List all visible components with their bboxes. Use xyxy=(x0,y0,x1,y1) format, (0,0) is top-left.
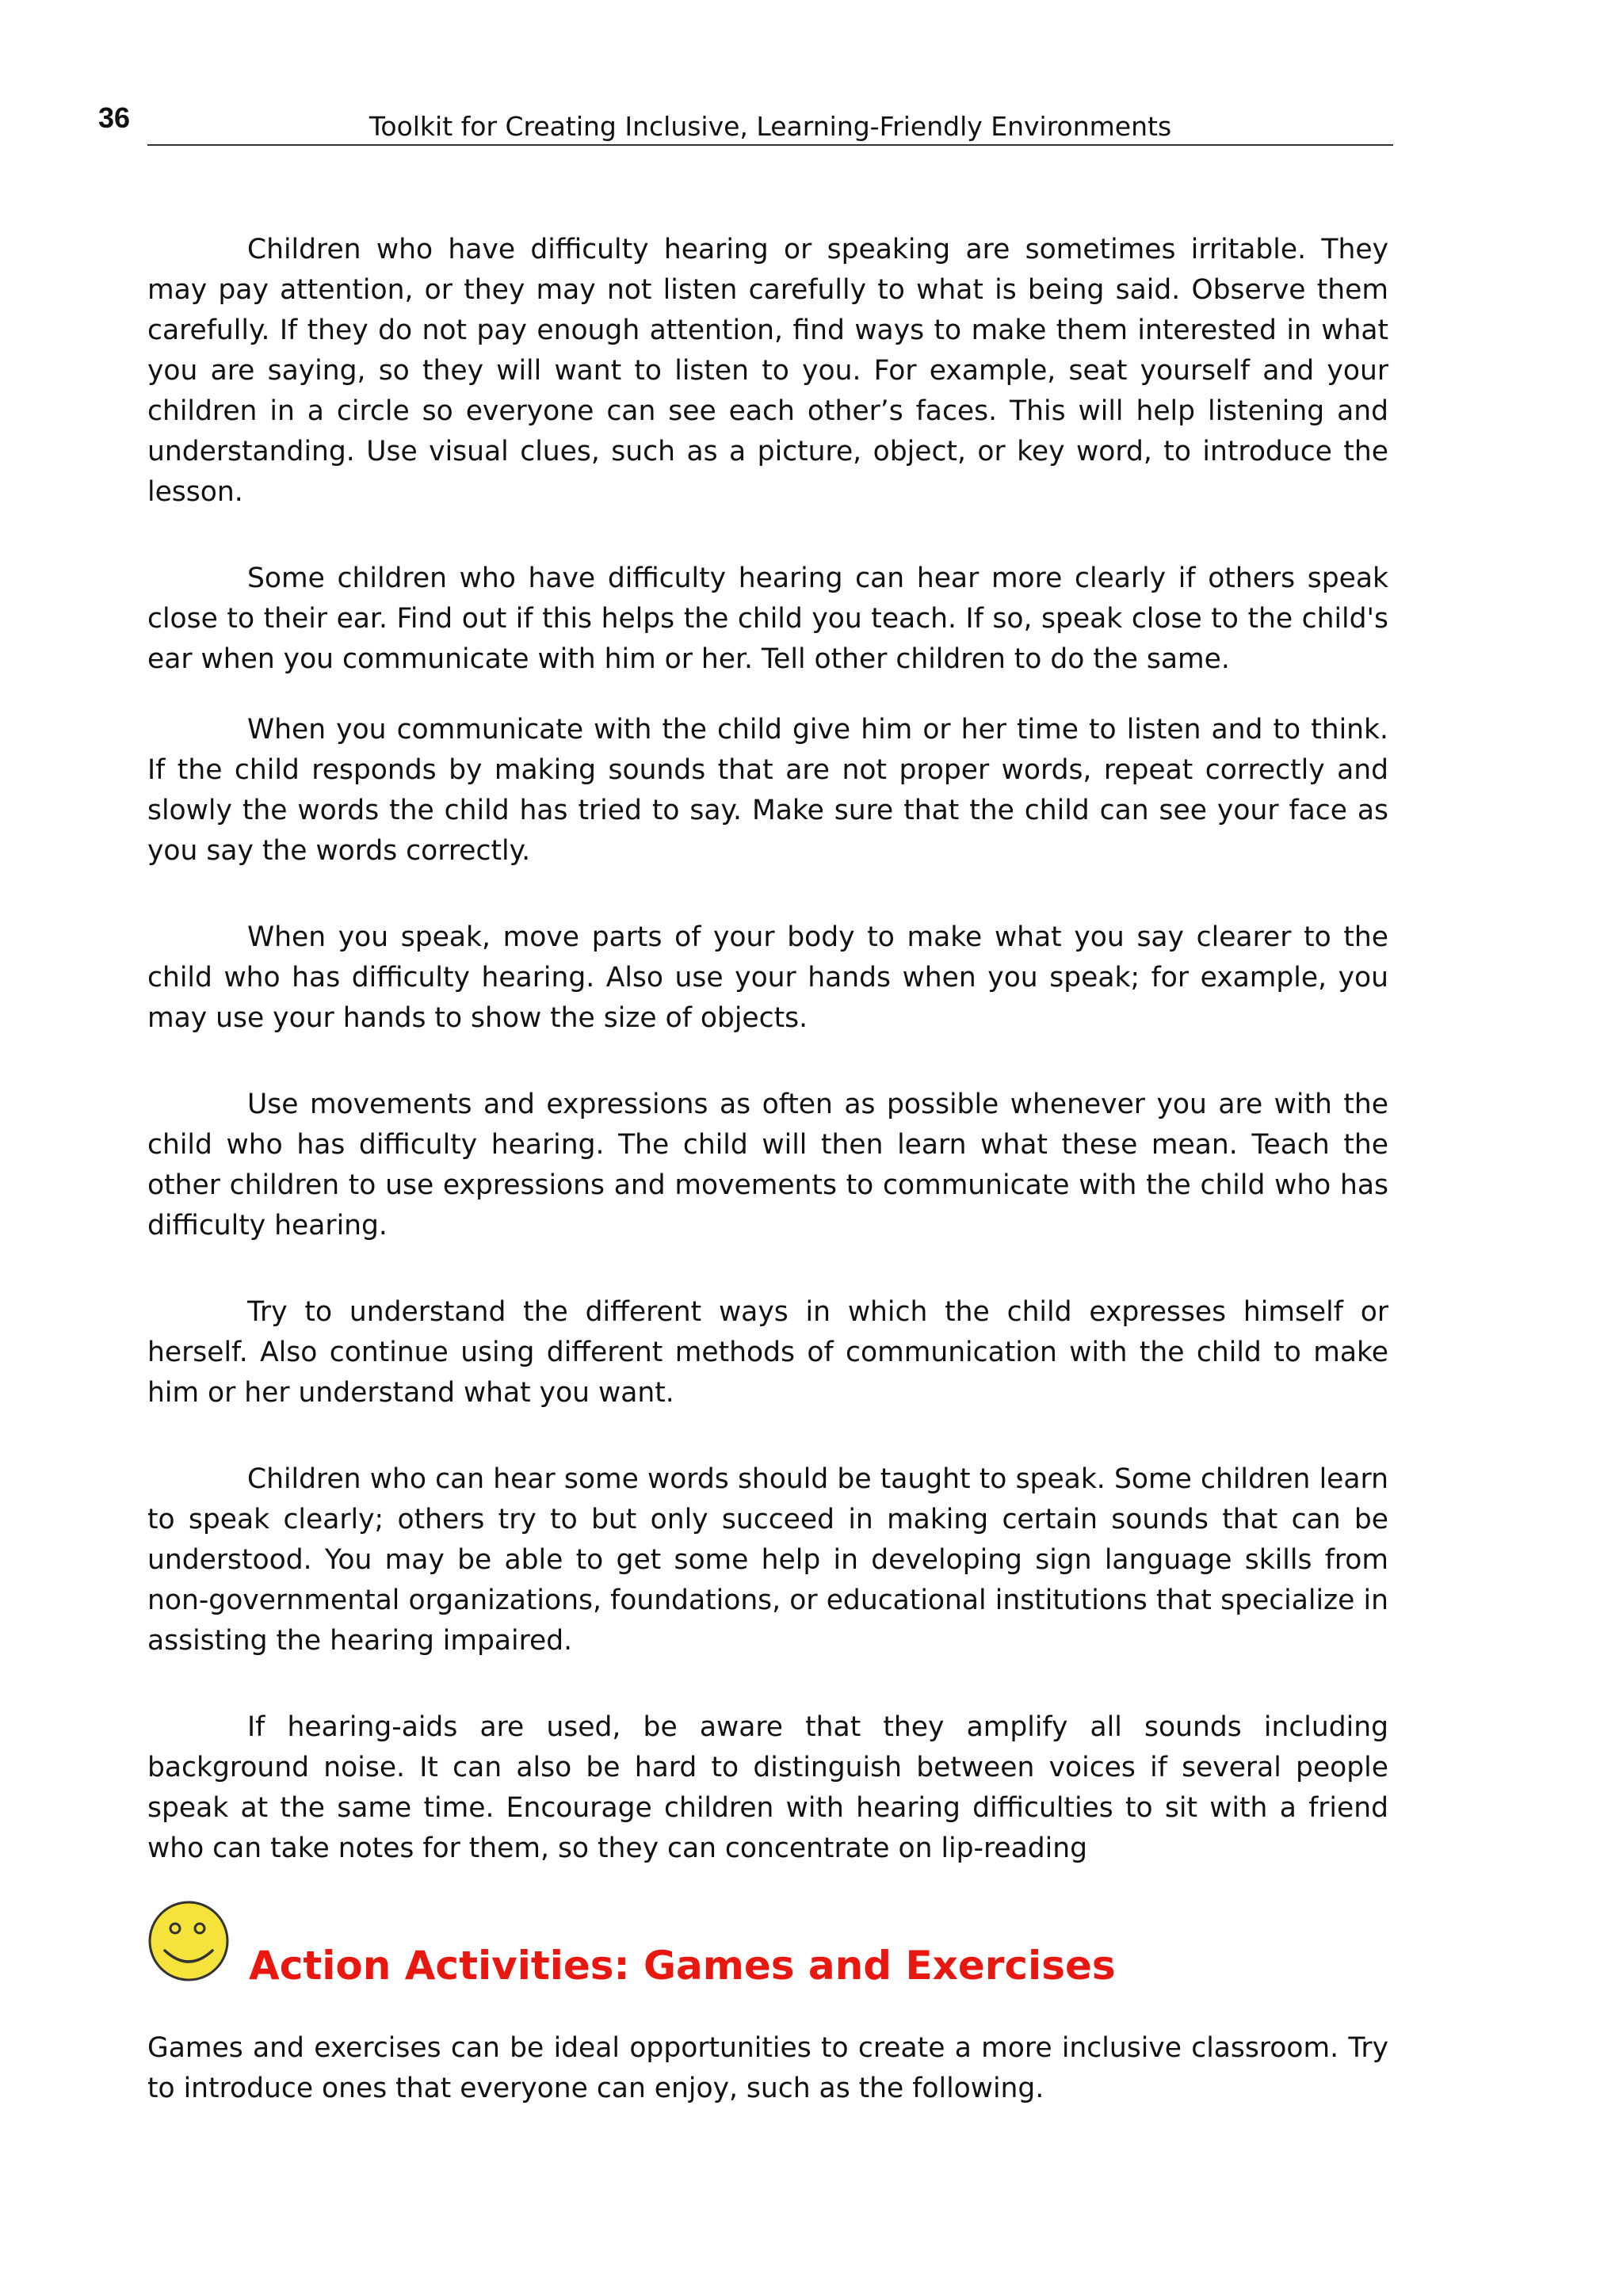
paragraph: When you communicate with the child give him or her time to listen and to think. If the child responds by making sounds that are not proper words, repeat correctly and slowly the words the child has tried to say. Make sure that the child can see your face as you say the words correctly. xyxy=(147,714,1388,867)
paragraph: Children who can hear some words should be taught to speak. Some children learn to speak clearly; others try to but only succeed in making certain sounds that can be understood. You may be able to get some help in developing sign language skills from non-governmental organizations, foundations, or educational institutions that specialize in assisting the hearing impaired. xyxy=(147,1463,1388,1657)
body-text xyxy=(147,230,1388,1869)
running-header: Toolkit for Creating Inclusive, Learning-Friendly Environments xyxy=(369,111,1172,142)
paragraph: Try to understand the different ways in which the child expresses himself or herself. Also continue using different methods of communication with the child to make him or her understand what you want. xyxy=(147,1296,1388,1409)
paragraph: Some children who have difficulty hearing can hear more clearly if others speak close to their ear. Find out if this helps the child you teach. If so, speak close to the child's ear when you communicate with him or her. Tell other children to do the same. xyxy=(147,563,1388,675)
paragraph: If hearing-aids are used, be aware that they amplify all sounds including background noise. It can also be hard to distinguish between voices if several people speak at the same time. Encourage children with hearing difficulties to sit with a friend who can take notes for them, so they can concentrate on lip-reading xyxy=(147,1711,1388,1864)
page-number: 36 xyxy=(98,101,131,134)
section-heading: Action Activities: Games and Exercises xyxy=(249,1943,1116,1989)
action-activities-heading xyxy=(147,1900,1388,1995)
smiley-face-icon xyxy=(147,1900,230,1982)
paragraph: Use movements and expressions as often as possible whenever you are with the child who has difficulty hearing. The child will then learn what these mean. Teach the other children to use expressions and movements to communicate with the child who has difficulty hearing. xyxy=(147,1089,1388,1241)
paragraph: Children who have difficulty hearing or speaking are sometimes irritable. They may pay attention, or they may not listen carefully to what is being said. Observe them carefully. If they do not pay enough attention, find ways to make them interested in what you are saying, so they will want to listen to you. For example, seat yourself and your children in a circle so everyone can see each other’s faces. This will help listening and understanding. Use visual clues, such as a picture, object, or key word, to introduce the lesson. xyxy=(147,234,1388,508)
section-intro: Games and exercises can be ideal opportunities to create a more inclusive classroom. Try to introduce ones that everyone can enjoy, such as the following. xyxy=(147,2032,1388,2104)
paragraph: When you speak, move parts of your body to make what you say clearer to the child who has difficulty hearing. Also use your hands when you speak; for example, you may use your hands to show the size of objects. xyxy=(147,921,1388,1034)
header-rule xyxy=(147,144,1393,146)
